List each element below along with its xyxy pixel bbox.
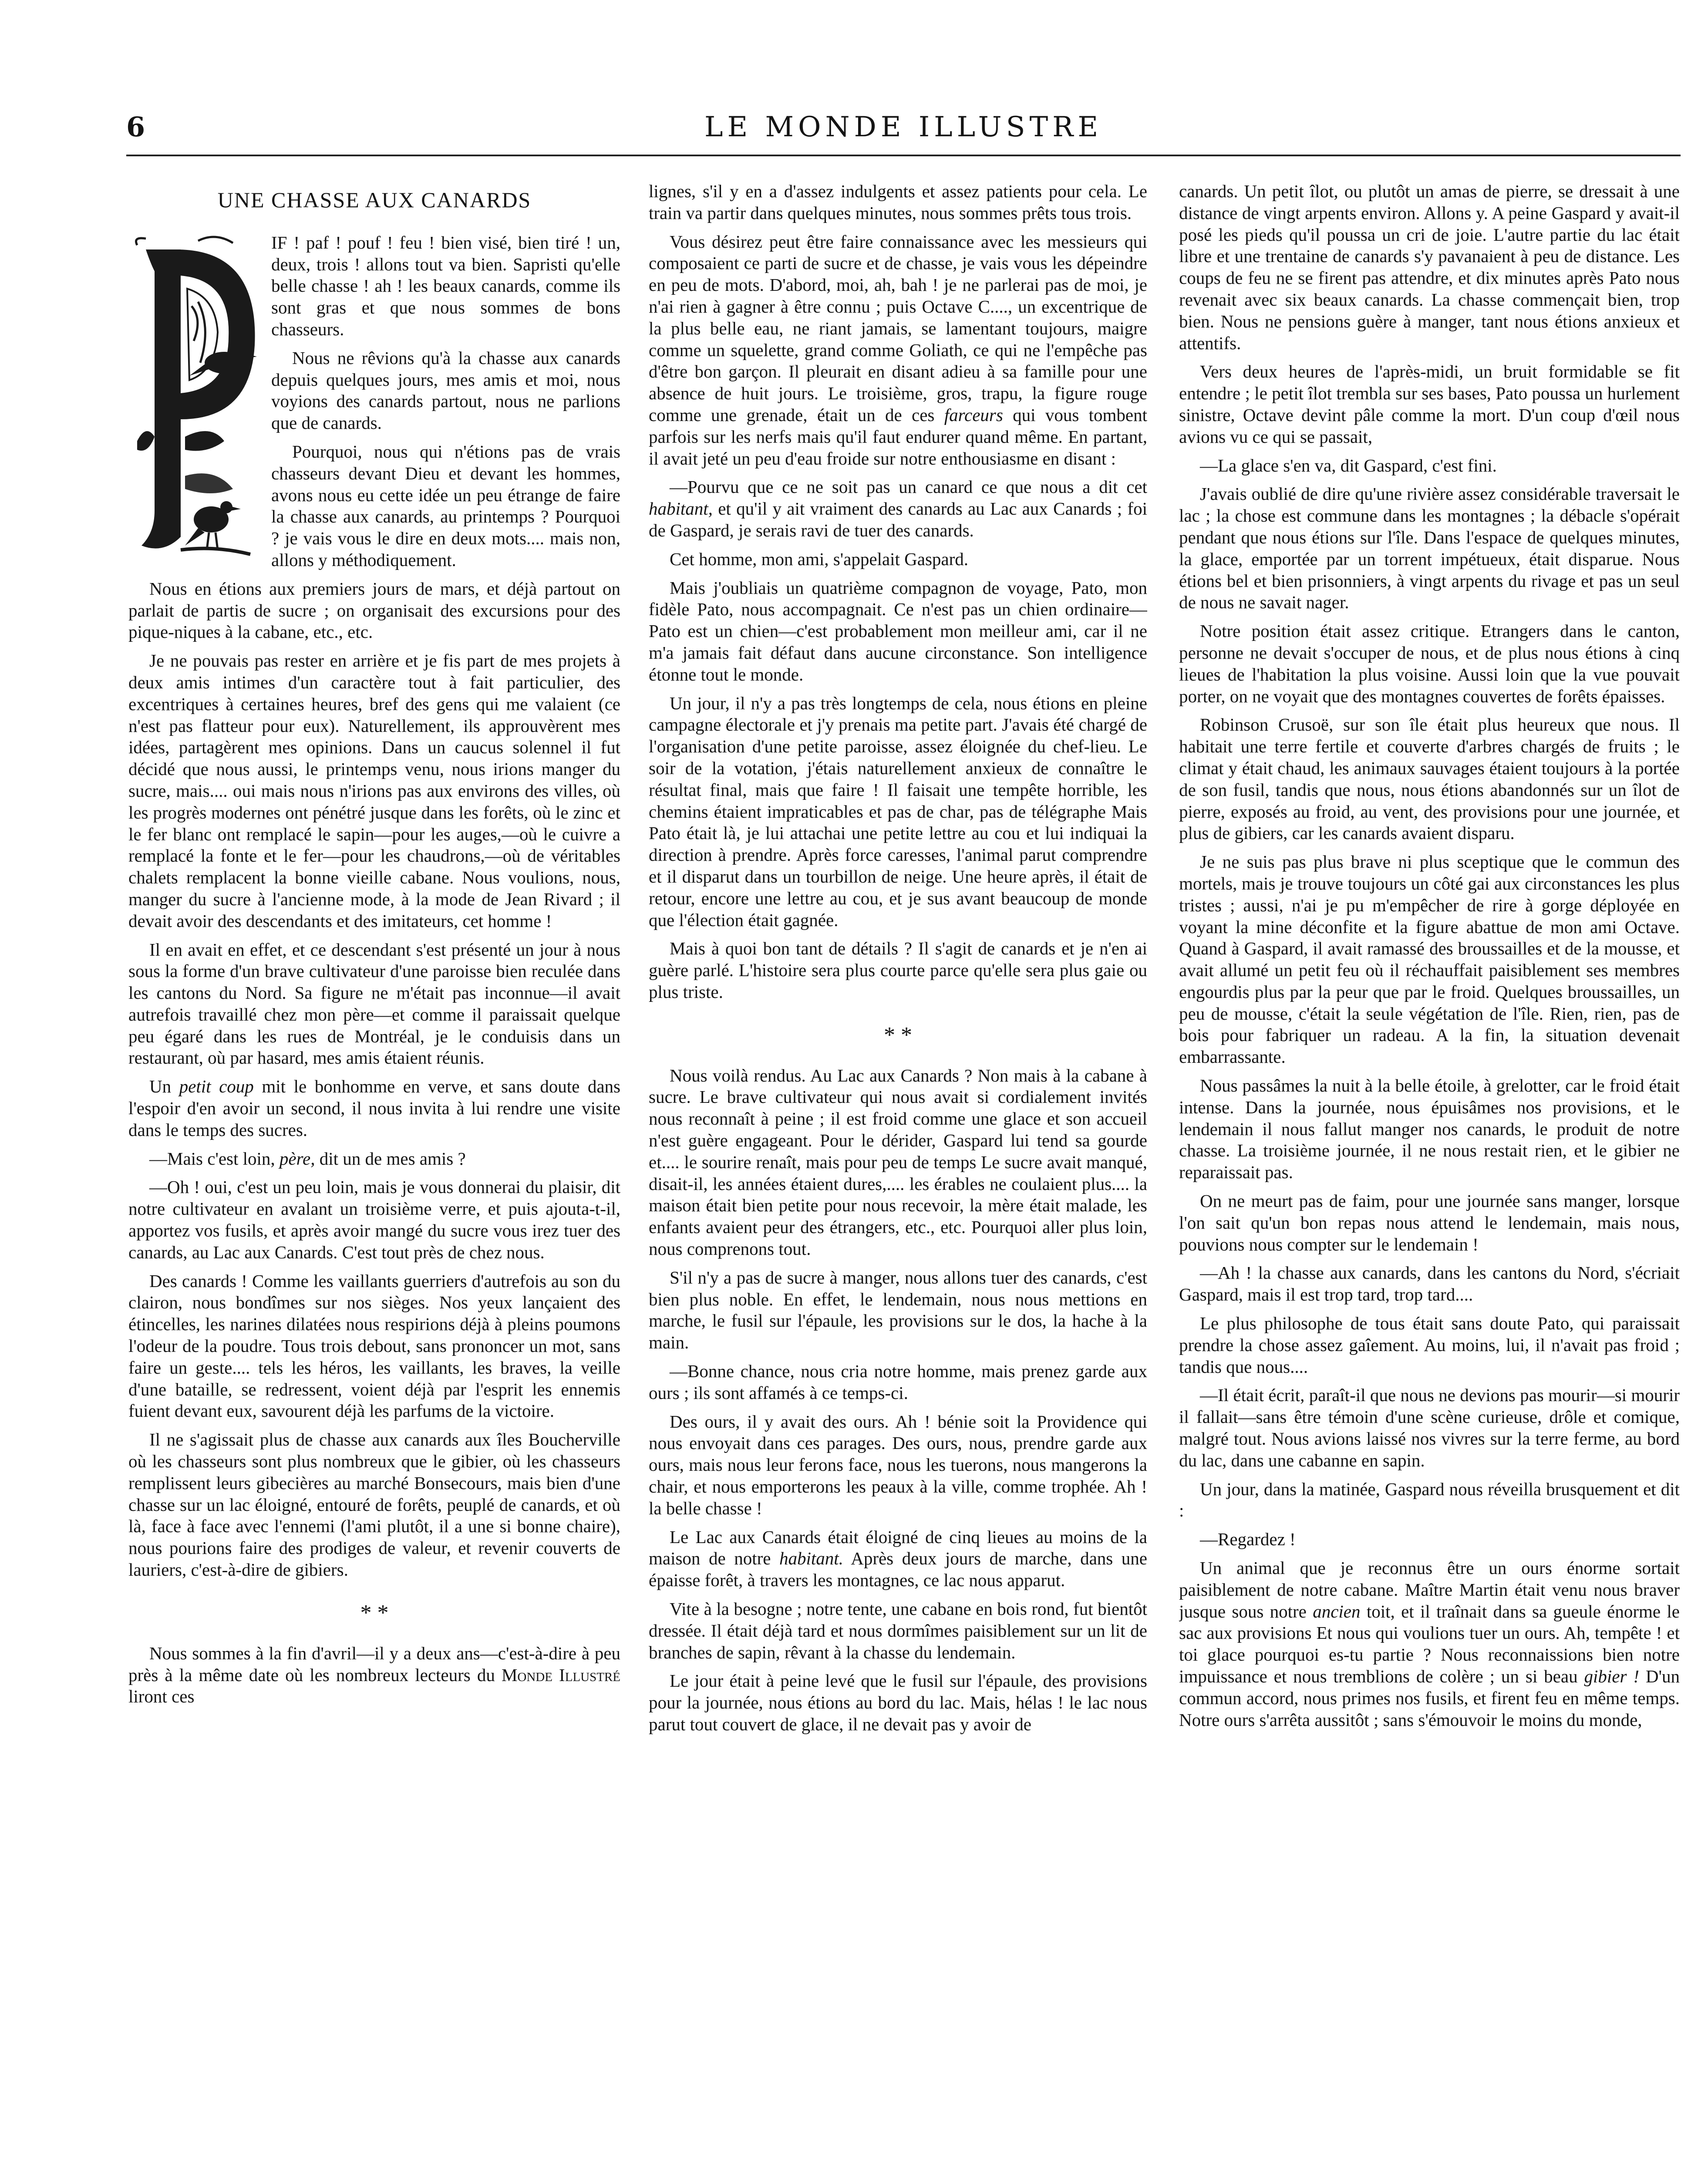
- paragraph: Pourquoi, nous qui n'étions pas de vrais chasseurs devant Dieu et devant les hommes, avons nous eu cette idée un peu étrange de faire la chasse aux canards, au printemps ? Pourquoi ? je vais vous le dire en deux mots.... mais non, allons y méthodiquement.: [271, 441, 620, 570]
- paragraph: Je ne pouvais pas rester en arrière et je fis part de mes projets à deux amis intimes d'un caractère tout à fait particulier, des excentriques à certaines heures, bref des gens qui me valaient (ce n'est pas flatteur pour eux). Naturellement, ils approuvèrent mes idées, partagèrent mes opinions. Dans un caucus solennel il fut décidé que nous aussi, le printemps venu, nous irions manger du sucre, mais.... oui mais nous n'irions pas aux environs des villes, où les progrès modernes ont pénétré jusque dans les forêts, où le zinc et le fer blanc ont remplacé le sapin—pour les auges,—où le cuivre a remplacé la fonte et le fer—pour les chaudrons,—où de véritables chalets remplacent la bonne vieille cabane. Nous voulions, nous, manger du sucre à l'ancienne mode, à la mode de Jean Rivard ; il devait avoir des descendants et des imitateurs, cet homme !: [128, 650, 620, 931]
- italic-text: père,: [279, 1148, 315, 1169]
- paragraph: S'il n'y a pas de sucre à manger, nous allons tuer des canards, c'est bien plus noble. En effet, le lendemain, nous nous mettions en marche, le fusil sur l'épaule, les provisions sur le dos, la hache à la main.: [649, 1267, 1147, 1353]
- text-run: —Pourvu que ce ne soit pas un canard ce que nous a dit cet: [670, 477, 1147, 497]
- paragraph: [649, 1527, 1147, 1591]
- text-run: Vous désirez peut être faire connaissance avec les messieurs qui composaient ce parti de sucre et de chasse, je vais vous les dépeindre en peu de mots. D'abord, moi, ah, bah ! je ne parlerai pas de moi, je n'ai rien à gagner à être connu ; puis Octave C...., un excentrique de la plus belle eau, ne riant jamais, se lamentant toujours, maigre comme un squelette, grand comme Goliath, ce qui ne l'empêche pas d'être bon garçon. Il pleurait en disant adieu à sa famille pour une absence de huit jours. Le troisième, gros, trapu, la figure rouge comme une grenade, était un de ces: [649, 231, 1147, 425]
- paragraph: [128, 1148, 620, 1170]
- paragraph: —Oh ! oui, c'est un peu loin, mais je vous donnerai du plaisir, dit notre cultivateur en avalant un troisième verre, et puis ajouta-t-il, apportez vos fusils, et après avoir mangé du sucre vous irez tuer des canards, au Lac aux Canards. C'est tout près de chez nous.: [128, 1177, 620, 1262]
- paragraph: Un jour, dans la matinée, Gaspard nous réveilla brusquement et dit :: [1179, 1479, 1680, 1521]
- paragraph: Notre position était assez critique. Etrangers dans le canton, personne ne devait s'occuper de nous, et de plus nous étions à cinq lieues de l'habitation la plus voisine. Aussi loin que la vue pouvait porter, on ne voyait que des montagnes couvertes de forêts épaisses.: [1179, 621, 1680, 706]
- text-run: —Mais c'est loin,: [149, 1148, 280, 1169]
- paragraph: Nous voilà rendus. Au Lac aux Canards ? Non mais à la cabane à sucre. Le brave cultivateur qui nous avait si cordialement invités nous reconnaît à peine ; il est froid comme une glace et son accueil n'est guère engageant. Pour le dérider, Gaspard lui tend sa gourde et.... le sourire renaît, mais pour peu de temps Le sucre avait manqué, disait-il, les années étaient dures,.... les érables ne coulaient plus.... la maison était bien petite pour nous recevoir, la mère était malade, les enfants avaient peur des étrangers, etc., etc. Pourquoi aller plus loin, nous comprenons tout.: [649, 1065, 1147, 1259]
- paragraph: Il en avait en effet, et ce descendant s'est présenté un jour à nous sous la forme d'un brave cultivateur d'une paroisse bien reculée dans les cantons du Nord. Sa figure ne m'était pas inconnue—il avait autrefois travaillé chez mon père—et comme il paraissait quelque peu égaré dans les rues de Montréal, je le conduisis dans un restaurant, où par hasard, mes amis étaient réunis.: [128, 939, 620, 1068]
- italic-text: farceurs: [944, 404, 1003, 425]
- masthead: LE MONDE ILLUSTRE: [704, 111, 1103, 143]
- column-2: [649, 181, 1147, 2177]
- header-rule: [126, 155, 1681, 156]
- paragraph: Mais à quoi bon tant de détails ? Il s'agit de canards et je n'en ai guère parlé. L'histoire sera plus courte parce qu'elle sera plus gaie ou plus triste.: [649, 938, 1147, 1002]
- paragraph: —Il était écrit, paraît-il que nous ne devions pas mourir—si mourir il fallait—sans être témoin d'une scène curieuse, drôle et comique, malgré tout. Nous avions laissé nos vivres sur la terre ferme, au bord du lac, dans une cabanne en sapin.: [1179, 1385, 1680, 1470]
- text-run: toit, et il traînait dans sa gueule énorme le sac aux provisions Et nous qui voulions tuer un ours. Ah, tempête ! et toi glace pourquoi es-tu partie ? Nous reconnaissions bien notre impuissance et nous tremblions de colère ; un si beau: [1179, 1601, 1680, 1686]
- italic-text: gibier !: [1584, 1666, 1640, 1686]
- text-run: D'un commun accord, nous primes nos fusils, et firent feu en même temps. Notre ours s'arrêta aussitôt ; sans s'émouvoir le moins du monde,: [1179, 1666, 1680, 1730]
- paragraph: Nous ne rêvions qu'à la chasse aux canards depuis quelques jours, mes amis et moi, nous voyions des canards partout, nous ne parlions que de canards.: [271, 347, 620, 433]
- paragraph: Vers deux heures de l'après-midi, un bruit formidable se fit entendre ; le petit îlot trembla sur ses bases, Pato poussa un hurlement sinistre, Octave devint pâle comme la mort. D'un coup d'œil nous avions vu ce qui se passait,: [1179, 361, 1680, 447]
- page-header: [126, 111, 1681, 150]
- text-run: Après deux jours de marche, dans une épaisse forêt, à travers les montagnes, ce lac nous apparut.: [649, 1548, 1147, 1591]
- paragraph: Je ne suis pas plus brave ni plus sceptique que le commun des mortels, mais je trouve toujours un côté gai aux circonstances les plus tristes ; aussi, n'ai je pu m'empêcher de rire à gorge déployée en voyant la mine déconfite et la figure abattue de mon ami Octave. Quand à Gaspard, il avait ramassé des broussailles et de la mousse, et avait allumé un petit feu où il réchauffait paisiblement ses membres engourdis plus par la peur que par le froid. Quelques broussailles, un peu de mousse, c'était la seule végétation de l'île. Rien, rien, pas de bois pour fabriquer un radeau. A la fin, la situation devenait embarrassante.: [1179, 852, 1680, 1067]
- text-run: dit un de mes amis ?: [315, 1148, 466, 1169]
- paragraph: Nous en étions aux premiers jours de mars, et déjà partout on parlait de partis de sucre ; on organisait des excursions pour des pique-niques à la cabane, etc., etc.: [128, 578, 620, 642]
- text-run: mit le bonhomme en verve, et sans doute dans l'espoir d'en avoir un second, il nous invita à lui rendre une visite dans le temps des sucres.: [128, 1076, 620, 1140]
- paragraph: [1179, 1557, 1680, 1731]
- paragraph: Il ne s'agissait plus de chasse aux canards aux îles Boucherville où les chasseurs sont plus nombreux que le gibier, où les chasseurs remplissent leurs gibecières au marché Bonsecours, mais bien d'une chasse sur un lac éloigné, entouré de forêts, peuplé de canards, et où là, face à face avec l'ennemi (l'ami plutôt, il a une si bonne chaire), nous pourions faire des prodiges de valeur, et revenir couverts de lauriers, c'est-à-dire de gibiers.: [128, 1429, 620, 1580]
- paragraph: Des canards ! Comme les vaillants guerriers d'autrefois au son du clairon, nous bondîmes sur nos sièges. Nos yeux lançaient des étincelles, les narines dilatées nous respirions déjà à pleins poumons l'odeur de la poudre. Tous trois debout, sans prononcer un mot, sans faire un geste.... tels les héros, les vaillants, les braves, la veille d'une bataille, se redressent, voient déjà par l'esprit les ennemis fuient devant eux, savourent déjà les parfums de la victoire.: [128, 1270, 620, 1421]
- paragraph: [128, 1076, 620, 1141]
- paragraph: Des ours, il y avait des ours. Ah ! bénie soit la Providence qui nous envoyait dans ces parages. Des ours, nous, prendre garde aux ours, mais nous leur ferons face, nous les tuerons, nous mangerons la chair, et nous emporterons les peaux à la ville, comme trophée. Ah ! la belle chasse !: [649, 1411, 1147, 1518]
- paragraph: [649, 476, 1147, 541]
- text-run: Un animal que je reconnus être un ours énorme sortait paisiblement de notre cabane. Maître Martin était venu nous braver jusque sous notre: [1179, 1558, 1680, 1621]
- paragraph: —La glace s'en va, dit Gaspard, c'est fini.: [1200, 455, 1497, 475]
- italic-text: ancien: [1313, 1601, 1361, 1621]
- paragraph: [649, 231, 1147, 470]
- paragraph: Cet homme, mon ami, s'appelait Gaspard.: [670, 549, 969, 569]
- paragraph: lignes, s'il y en a d'assez indulgents et assez patients pour cela. Le train va partir dans quelques minutes, nous sommes prêts tous trois.: [649, 181, 1147, 223]
- paragraph: Le plus philosophe de tous était sans doute Pato, qui paraissait prendre la chose assez gaîement. Au moins, lui, il n'avait pas froid ; tandis que nous....: [1179, 1313, 1680, 1377]
- paragraph: —Bonne chance, nous cria notre homme, mais prenez garde aux ours ; ils sont affamés à ce temps-ci.: [649, 1361, 1147, 1403]
- paragraph: [128, 1643, 620, 1708]
- column-3: [1179, 181, 1680, 2177]
- dropcap-letter-p-icon: [128, 232, 259, 572]
- page-number: 6: [126, 111, 145, 143]
- paragraph: Un jour, il n'y a pas très longtemps de cela, nous étions en pleine campagne électorale et j'y prenais ma petite part. J'avais été chargé de l'organisation d'une petite paroisse, assez éloignée du chef-lieu. Le soir de la votation, j'étais naturellement anxieux de connaître le résultat final, mais que faire ! Il faisait une tempête horrible, les chemins étaient impraticables et pas de char, pas de télégraphe Mais Pato était là, je lui attachai une petite lettre au cou et lui indiquai la direction à prendre. Après force caresses, l'animal parut comprendre et il disparut dans un tourbillon de neige. Une heure après, il était de retour, encore une lettre au cou, et je sus avant beaucoup de monde que l'élection était gagnée.: [649, 693, 1147, 930]
- italic-text: habitant,: [649, 499, 713, 519]
- text-run: Le Lac aux Canards était éloigné de cinq lieues au moins de la maison de notre: [649, 1527, 1147, 1569]
- publication-name: Monde Illustré: [501, 1665, 620, 1685]
- italic-text: petit coup: [179, 1076, 254, 1097]
- paragraph: J'avais oublié de dire qu'une rivière assez considérable traversait le lac ; la chose est commune dans les montagnes ; la débacle s'opérait pendant que nous étions sur l'île. Dans l'espace de quelques minutes, la glace, emportée par un torrent impétueux, était disparue. Nous étions bel et bien prisonniers, à vingt arpents du rivage et pas un seul de nous ne savait nager.: [1179, 484, 1680, 613]
- column-1: [128, 181, 620, 2177]
- paragraph: Mais j'oubliais un quatrième compagnon de voyage, Pato, mon fidèle Pato, nous accompagnait. Ce n'est pas un chien ordinaire—Pato est un chien—c'est probablement mon meilleur ami, car il ne m'a jamais fait défaut dans aucune circonstance. Son intelligence étonne tout le monde.: [649, 577, 1147, 684]
- dropcap-illustration: [128, 232, 259, 572]
- article-title: UNE CHASSE AUX CANARDS: [217, 188, 532, 212]
- text-run: liront ces: [128, 1686, 195, 1707]
- paragraph: Le jour était à peine levé que le fusil sur l'épaule, des provisions pour la journée, nous étions au bord du lac. Mais, hélas ! le lac nous parut tout couvert de glace, il ne devait pas y avoir de: [649, 1671, 1147, 1734]
- italic-text: habitant.: [779, 1548, 843, 1569]
- text-run: Nous sommes à la fin d'avril—il y a deux ans—c'est-à-dire à peu près à la même date où les nombreux lecteurs du: [128, 1643, 620, 1685]
- paragraph: —Regardez !: [1200, 1529, 1296, 1550]
- paragraph: —Ah ! la chasse aux canards, dans les cantons du Nord, s'écriait Gaspard, mais il est trop tard, trop tard....: [1179, 1263, 1680, 1305]
- section-separator: * *: [884, 1022, 912, 1048]
- paragraph: Nous passâmes la nuit à la belle étoile, à grelotter, car le froid était intense. Dans la journée, nous épuisâmes nos provisions, et le lendemain il nous fallut manger nos canards, le produit de notre chasse. La troisième journée, il ne nous restait rien, et le gibier ne reparaissait pas.: [1179, 1075, 1680, 1183]
- text-run: et qu'il y ait vraiment des canards au Lac aux Canards ; foi de Gaspard, je serais ravi de tuer des canards.: [649, 499, 1147, 540]
- paragraph: IF ! paf ! pouf ! feu ! bien visé, bien tiré ! un, deux, trois ! allons tout va bien. Sapristi qu'elle belle chasse ! ah ! les beaux canards, comme ils sont gras et que nous sommes de bons chasseurs.: [271, 232, 620, 339]
- text-run: Un: [149, 1076, 179, 1097]
- paragraph: Robinson Crusoë, sur son île était plus heureux que nous. Il habitait une terre fertile et couverte d'arbres chargés de fruits ; le climat y était chaud, les animaux sauvages étaient toujours à la portée de son fusil, tandis que nous, nous étions abandonnés sur un îlot de pierre, exposés au froid, au vent, des provisions pour une journée, et plus de gibiers, car les canards avaient disparu.: [1179, 714, 1680, 843]
- text-run: qui vous tombent parfois sur les nerfs mais qu'il faut endurer quand même. En partant, il avait jeté un peu d'eau froide sur notre enthousiasme en disant :: [649, 404, 1147, 468]
- section-separator: * *: [360, 1600, 389, 1625]
- paragraph: On ne meurt pas de faim, pour une journée sans manger, lorsque l'on sait qu'un bon repas nous attend le lendemain, mais nous, pouvions nous compter sur le lendemain !: [1179, 1191, 1680, 1254]
- paragraph: Vite à la besogne ; notre tente, une cabane en bois rond, fut bientôt dressée. Il était déjà tard et nous dormîmes paisiblement sur un lit de branches de sapin, rêvant à la chasse du lendemain.: [649, 1599, 1147, 1662]
- paragraph: canards. Un petit îlot, ou plutôt un amas de pierre, se dressait à une distance de vingt arpents environ. Allons y. A peine Gaspard y avait-il posé les pieds qu'il poussa un cri de joie. L'autre partie du lac était libre et une trentaine de canards s'y pavanaient à peu de distance. Les coups de feu ne se firent pas attendre, et dix minutes après Pato nous revenait avec six beaux canards. La chasse commençait bien, trop bien. Nous ne pensions guère à manger, tant nous étions anxieux et attentifs.: [1179, 181, 1680, 353]
